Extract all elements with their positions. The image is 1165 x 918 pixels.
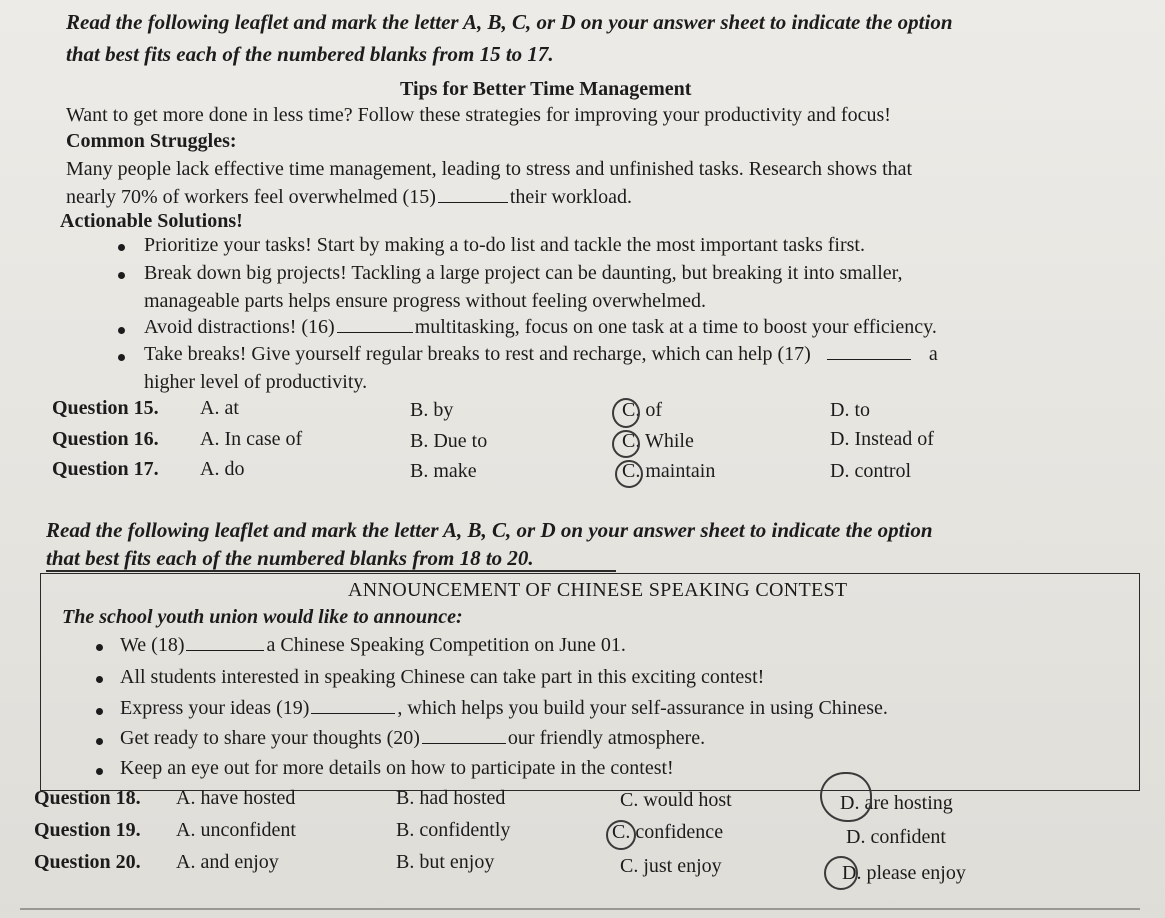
announcement-bullet-1 bbox=[120, 634, 626, 657]
option-b[interactable]: B. had hosted bbox=[396, 787, 506, 809]
question-label: Question 19. bbox=[34, 819, 141, 841]
option-b[interactable]: B. make bbox=[410, 460, 477, 482]
option-b[interactable]: B. but enjoy bbox=[396, 851, 495, 873]
announcement-bullet-4-start: Get ready to share your thoughts (20) bbox=[120, 727, 420, 749]
instruction-line-2: that best fits each of the numbered blanks from 18 to 20. bbox=[46, 546, 534, 570]
option-d[interactable]: D. control bbox=[830, 460, 912, 482]
answer-circle-mark bbox=[824, 856, 858, 890]
solution-bullet-3 bbox=[144, 316, 937, 339]
option-d[interactable]: D. Instead of bbox=[830, 428, 934, 450]
option-b[interactable]: B. confidently bbox=[396, 819, 511, 841]
announcement-bullet-4-end: our friendly atmosphere. bbox=[507, 727, 706, 749]
announcement-bullet-4 bbox=[120, 727, 705, 750]
bullet-dot bbox=[118, 244, 125, 251]
solution-bullet-4-line-2: higher level of productivity. bbox=[144, 371, 368, 393]
solution-bullet-3-end: multitasking, focus on one task at a time to boost your efficiency. bbox=[414, 316, 937, 338]
solution-bullet-2-line-1: Break down big projects! Tackling a large project can be daunting, but breaking it into smaller, bbox=[144, 262, 903, 284]
announcement-subtitle: The school youth union would like to announce: bbox=[62, 606, 463, 628]
answer-circle-mark bbox=[606, 820, 636, 850]
answer-circle-mark bbox=[820, 772, 872, 822]
solution-bullet-2-line-2: manageable parts helps ensure progress without feeling overwhelmed. bbox=[144, 290, 707, 312]
struggles-line-2-start: nearly 70% of workers feel overwhelmed (15) bbox=[66, 186, 436, 208]
blank-17[interactable] bbox=[827, 358, 911, 360]
struggles-line-1: Many people lack effective time management, leading to stress and unfinished tasks. Research shows that bbox=[66, 158, 913, 180]
option-c[interactable]: C. confidence bbox=[612, 821, 724, 843]
option-c[interactable]: C. maintain bbox=[622, 460, 716, 482]
instruction-line-1: Read the following leaflet and mark the letter A, B, C, or D on your answer sheet to indicate the option bbox=[66, 10, 953, 34]
answer-circle-mark bbox=[612, 398, 640, 428]
announcement-bullet-5: Keep an eye out for more details on how to participate in the contest! bbox=[120, 757, 674, 779]
announcement-bullet-3 bbox=[120, 697, 888, 720]
announcement-bullet-2: All students interested in speaking Chinese can take part in this exciting contest! bbox=[120, 666, 765, 688]
option-c[interactable]: C. of bbox=[622, 399, 662, 421]
answer-circle-mark bbox=[612, 430, 640, 458]
solution-bullet-3-start: Avoid distractions! (16) bbox=[144, 316, 335, 338]
option-d[interactable]: D. to bbox=[830, 399, 870, 421]
leaflet-title: Tips for Better Time Management bbox=[400, 78, 692, 100]
option-a[interactable]: A. and enjoy bbox=[176, 851, 279, 873]
question-label: Question 16. bbox=[52, 428, 159, 450]
option-c[interactable]: C. would host bbox=[620, 789, 732, 811]
option-a[interactable]: A. do bbox=[200, 458, 245, 480]
announcement-bullet-1-end: a Chinese Speaking Competition on June 01. bbox=[266, 634, 626, 656]
instruction-underline bbox=[46, 570, 616, 572]
struggles-line-2 bbox=[66, 186, 632, 209]
option-b[interactable]: B. Due to bbox=[410, 430, 488, 452]
blank-15[interactable] bbox=[438, 201, 508, 203]
announcement-bullet-3-end: , which helps you build your self-assurance in using Chinese. bbox=[397, 697, 888, 719]
blank-19[interactable] bbox=[311, 712, 395, 714]
option-a[interactable]: A. at bbox=[200, 397, 239, 419]
bullet-dot bbox=[118, 327, 125, 334]
solution-bullet-4-start: Take breaks! Give yourself regular breaks to rest and recharge, which can help (17) bbox=[144, 343, 811, 365]
struggles-line-2-end: their workload. bbox=[509, 186, 633, 208]
instruction-line-1: Read the following leaflet and mark the letter A, B, C, or D on your answer sheet to indicate the option bbox=[46, 518, 933, 542]
question-label: Question 20. bbox=[34, 851, 141, 873]
blank-18[interactable] bbox=[186, 649, 264, 651]
struggles-heading: Common Struggles: bbox=[66, 130, 237, 152]
option-a[interactable]: A. In case of bbox=[200, 428, 303, 450]
bullet-dot bbox=[96, 738, 103, 745]
solution-bullet-4-end: a bbox=[928, 343, 938, 365]
announcement-bullet-1-start: We (18) bbox=[120, 634, 185, 656]
option-a[interactable]: A. unconfident bbox=[176, 819, 296, 841]
bullet-dot bbox=[118, 354, 125, 361]
announcement-bullet-3-start: Express your ideas (19) bbox=[120, 697, 310, 719]
blank-16[interactable] bbox=[337, 331, 413, 333]
option-c[interactable]: C. just enjoy bbox=[620, 855, 722, 877]
answer-circle-mark bbox=[615, 460, 643, 488]
announcement-title: ANNOUNCEMENT OF CHINESE SPEAKING CONTEST bbox=[348, 579, 848, 601]
bullet-dot bbox=[96, 768, 103, 775]
bullet-dot bbox=[96, 708, 103, 715]
question-label: Question 18. bbox=[34, 787, 141, 809]
option-d[interactable]: D. are hosting bbox=[840, 792, 953, 814]
leaflet-intro: Want to get more done in less time? Follow these strategies for improving your productivity and focus! bbox=[66, 104, 891, 126]
question-label: Question 17. bbox=[52, 458, 159, 480]
option-d[interactable]: D. please enjoy bbox=[842, 862, 966, 884]
option-a[interactable]: A. have hosted bbox=[176, 787, 296, 809]
blank-20[interactable] bbox=[422, 742, 506, 744]
solution-bullet-1: Prioritize your tasks! Start by making a to-do list and tackle the most important tasks first. bbox=[144, 234, 865, 256]
bullet-dot bbox=[118, 272, 125, 279]
solution-bullet-4 bbox=[144, 343, 938, 366]
bullet-dot bbox=[96, 676, 103, 683]
bullet-dot bbox=[96, 644, 103, 651]
solutions-heading: Actionable Solutions! bbox=[60, 210, 243, 232]
question-label: Question 15. bbox=[52, 397, 159, 419]
option-b[interactable]: B. by bbox=[410, 399, 454, 421]
instruction-line-2: that best fits each of the numbered blanks from 15 to 17. bbox=[66, 42, 554, 66]
option-d[interactable]: D. confident bbox=[846, 826, 946, 848]
page-bottom-line bbox=[20, 908, 1140, 910]
option-c[interactable]: C. While bbox=[622, 430, 694, 452]
